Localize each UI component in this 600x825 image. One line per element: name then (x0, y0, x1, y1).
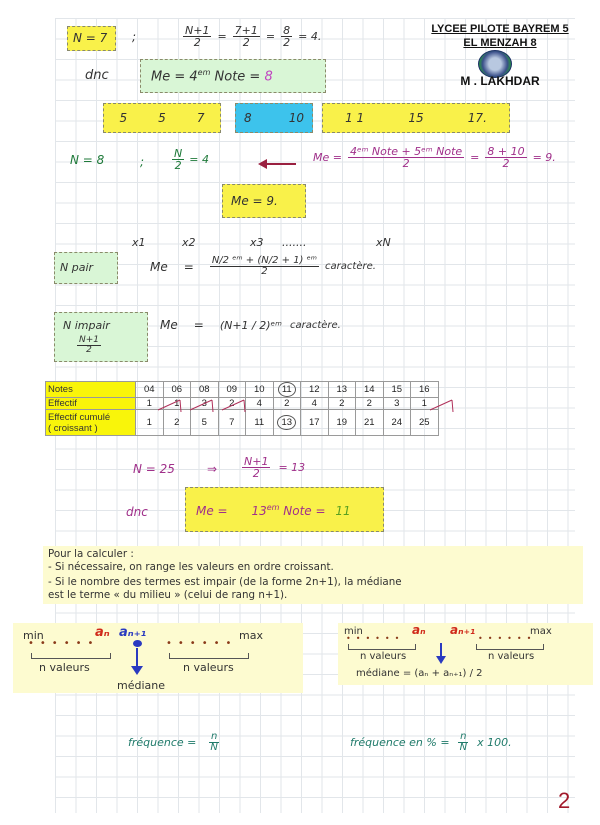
series-value: 7 (196, 111, 205, 125)
note-cell: 08 (191, 382, 219, 398)
n-odd-label: N impair (63, 319, 110, 332)
result: = 9. (532, 151, 556, 164)
circled-value: 11 (278, 382, 296, 397)
frac-num: 8 + 10 (487, 145, 525, 158)
frac-num: 4ᵉᵐ Note + 5ᵉᵐ Note (349, 145, 463, 158)
effectif-cell: 2 (328, 398, 356, 410)
circled-value: 13 (277, 415, 296, 430)
frac-den: N (210, 742, 218, 753)
median-lhs: Me = (313, 151, 342, 164)
frac-den: 2 (502, 157, 510, 170)
cumul-cell: 11 (246, 410, 274, 436)
teacher-name: M . LAKHDAR (460, 74, 540, 88)
row-label-line: ( croissant ) (48, 422, 98, 434)
frac-den: 2 (261, 266, 268, 277)
median-text: Me = (196, 504, 228, 518)
result: = 4. (298, 30, 322, 43)
effectif-cell: 3 (383, 398, 411, 410)
school-location: EL MENZAH 8 (463, 37, 537, 49)
note-cell: 04 (136, 382, 164, 398)
caractere-suffix: caractère. (325, 261, 376, 272)
series-value: 15 (408, 111, 424, 125)
note-cell: 10 (246, 382, 274, 398)
frac-den: 2 (174, 159, 182, 172)
n-total-label: N = 25 (133, 462, 175, 476)
frac-den: 2 (86, 345, 92, 355)
effectif-cell: 1 (163, 398, 191, 410)
series-value: 10 (288, 111, 304, 125)
donc-label: dnc (85, 68, 109, 83)
right-count-label: n valeurs (488, 651, 535, 662)
frac-den: 2 (242, 36, 250, 49)
frac-num: N+1 (185, 24, 210, 37)
frac-num: 8 (283, 24, 291, 37)
odd-rank-expression: (N+1 / 2)ᵉᵐ (219, 318, 282, 332)
result: = 13 (278, 461, 306, 474)
n-even-box: N pair (54, 252, 118, 284)
left-count-label: n valeurs (360, 651, 407, 662)
cumul-cell: 17 (301, 410, 329, 436)
definition-line: - Si nécessaire, on range les valeurs en ordre croissant. (48, 560, 334, 573)
frac-den: 2 (252, 467, 260, 480)
equals: = (217, 30, 227, 43)
n-even-label: N = 8 (70, 153, 105, 167)
right-count-label: n valeurs (183, 661, 234, 674)
dots-left-icon: •••••• (28, 638, 100, 649)
cumul-cell: 24 (383, 410, 411, 436)
median-note-label: Note = (283, 504, 326, 518)
frequency-percent-formula (350, 732, 512, 753)
median-point-icon (133, 640, 142, 647)
effectif-cell: 2 (218, 398, 246, 410)
equals: = (193, 318, 204, 332)
frac-den: 2 (283, 36, 291, 49)
arrow-down-icon (436, 643, 446, 665)
ordinal-sup: em (197, 68, 211, 77)
sequence-term: x1 (132, 236, 146, 249)
page-number: 2 (558, 788, 571, 813)
implies-icon: ⇒ (207, 462, 218, 476)
row-label: Notes (46, 382, 136, 398)
effectif-cell: 4 (246, 398, 274, 410)
definition-line: - Si le nombre des termes est impair (de la forme 2n+1), la médiane (48, 576, 402, 588)
bracket-right-icon (169, 653, 249, 659)
final-median-box (185, 487, 384, 532)
row-label-line: Effectif cumulé (48, 411, 111, 423)
times-100: x 100. (477, 736, 512, 749)
bracket-right-icon (476, 644, 544, 650)
equals: = (265, 30, 276, 43)
school-name: LYCEE PILOTE BAYREM 5 (431, 23, 569, 35)
series-value: 5 (119, 111, 128, 125)
odd-median-diagram (13, 623, 303, 693)
equals: = (470, 151, 480, 164)
note-cell: 16 (411, 382, 439, 398)
min-label: min (23, 629, 44, 642)
cumul-cell: 19 (328, 410, 356, 436)
note-cell: 12 (301, 382, 329, 398)
frequency-formula (128, 732, 220, 753)
frac-num: n (210, 731, 218, 742)
an1-label: aₙ₊₁ (450, 623, 476, 637)
effectif-cell: 1 (411, 398, 439, 410)
cumul-cell: 2 (163, 410, 191, 436)
rank-calculation (242, 456, 305, 479)
dots-left-icon: •••••• (346, 634, 405, 643)
definition-line: est le terme « du milieu » (celui de rang n+1). (48, 588, 288, 601)
note-cell: 06 (163, 382, 191, 398)
an-label: aₙ (412, 623, 426, 637)
effectif-cell: 4 (301, 398, 329, 410)
definition-box (43, 546, 583, 604)
bracket-left-icon (348, 644, 416, 650)
min-label: min (344, 626, 363, 637)
series-value: 5 (158, 111, 166, 125)
an-label: aₙ (95, 625, 110, 640)
median-value: 8 (264, 69, 273, 85)
frac-num: N+1 (79, 335, 99, 345)
effectif-cell: 2 (356, 398, 384, 410)
note-cell: 15 (383, 382, 411, 398)
frac-den: N (459, 742, 468, 753)
caractere-suffix: caractère. (289, 319, 341, 331)
frac-num: N+1 (244, 455, 269, 468)
frac-num: 7+1 (234, 24, 258, 37)
n-value-box: N = 7 (67, 26, 116, 51)
frac-num: n (460, 731, 467, 742)
bracket-left-icon (31, 653, 111, 659)
equals: = (183, 259, 194, 274)
frequency-percent-label: fréquence en % = (350, 736, 450, 749)
median-value: 11 (335, 504, 351, 518)
result: = 4 (189, 153, 209, 166)
sequence-term: xN (376, 236, 391, 249)
note-cell: 13 (328, 382, 356, 398)
median-lhs: Me (160, 318, 178, 332)
series-value: 8 (244, 111, 252, 125)
definition-line: Pour la calculer : (48, 548, 134, 560)
donc-label: dnc (126, 505, 148, 519)
note-cell: 09 (218, 382, 246, 398)
effectif-cell: 1 (136, 398, 164, 410)
median-lhs: Me (150, 259, 168, 274)
row-label: Effectif (46, 398, 136, 410)
dots-right-icon: •••••• (166, 638, 238, 649)
sequence-term: ....... (282, 236, 307, 249)
sequence-term: x3 (250, 236, 264, 249)
an1-label: aₙ₊₁ (119, 625, 147, 640)
series-value: 1 1 (345, 111, 365, 125)
median-label: médiane (117, 679, 166, 692)
median-formula: médiane = (aₙ + aₙ₊₁) / 2 (356, 668, 483, 679)
effectif-cell: 2 (273, 398, 301, 410)
separator: ; (140, 155, 145, 169)
median-note-label: Note = (214, 69, 261, 85)
cumul-cell: 21 (356, 410, 384, 436)
left-count-label: n valeurs (39, 661, 90, 674)
median-text: Me = 4 (151, 69, 198, 85)
max-label: max (239, 629, 263, 642)
frac-num: N/2 ᵉᵐ + (N/2 + 1) ᵉᵐ (211, 255, 318, 266)
frac-den: 2 (193, 36, 201, 49)
effectif-cell: 3 (191, 398, 219, 410)
cumul-cell: 7 (218, 410, 246, 436)
cumul-cell: 5 (191, 410, 219, 436)
frequency-label: fréquence = (128, 736, 197, 749)
arrow-down-icon (131, 648, 143, 676)
even-median-diagram (338, 623, 593, 685)
note-cell: 14 (356, 382, 384, 398)
dots-right-icon: •••••• (478, 634, 537, 643)
frac-num: N (174, 147, 183, 160)
series-value: 17. (467, 111, 487, 125)
cumul-cell: 25 (411, 410, 439, 436)
cumul-cell: 1 (136, 410, 164, 436)
max-label: max (530, 626, 552, 637)
even-median-box: Me = 9. (222, 184, 306, 218)
separator: ; (132, 30, 137, 44)
sequence-term: x2 (182, 236, 196, 249)
ordinal-sup: em (266, 503, 280, 512)
frac-den: 2 (402, 157, 410, 170)
median-rank: 13 (251, 504, 267, 518)
